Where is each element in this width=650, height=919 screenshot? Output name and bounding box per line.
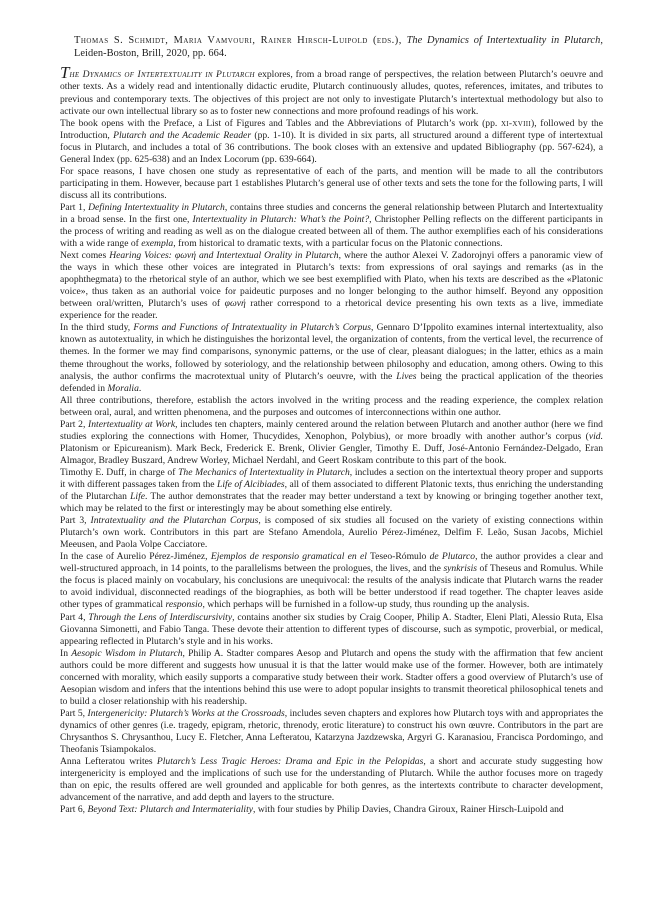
paragraph-part-2: Part 2, Intertextuality at Work, includes ten chapters, mainly centered around the relation between Plutarch and another author (here we find studies exploring the connections with Homer, Thucydides, Xenophon, Polybius), or more broadly with another author’s corpus (vid. Platonism or Epicureanism). Mark Beck, Frederick E. Brenk, Olivier Gengler, Timothy E. Duff, José-Antonio Fernández-Delgado, Eran Almagor, Bradley Buszard, Andrew Worley, Michael Nerdahl, and Geert Roskam contribute to this part of the book.	[60, 418, 603, 466]
paragraph-zadorojnyi: Next comes Hearing Voices: φωνή and Intertextual Orality in Plutarch, where the author Alexei V. Zadorojnyi offers a panoramic view of the ways in which these other voices are integrated in Plutarch’s texts: from expressions of oral sayings and remarks (as in the apophthegmata) to the rhetorical style of an author, which we see best exemplified with Plato, when his texts are described as the «Platonic voice», thus taken as an authorial voice for paideutic purposes and no longer belonging to the author himself. Beyond any opposition between oral/written, Plutarch’s uses of φωνή rather correspond to a rhetorical device presenting his own texts as a live, immediate experience for the reader.	[60, 250, 604, 322]
drop-cap: T	[60, 63, 70, 83]
intro-title: he Dynamics of Intertextuality in Plutarch	[69, 69, 255, 81]
review-body	[60, 63, 604, 816]
paragraph-part-1: Part 1, Defining Intertextuality in Plutarch, contains three studies and concerns the general relationship between Plutarch and Intertextuality in a broad sense. In the first one, Intertextuality in Plutarch: What’s the Point?, Christopher Pelling reflects on the different participants in the process of writing and reading as well as on the dialogue created between all of them. The author exemplifies each of his considerations with a wide range of exempla, from historical to dramatic texts, with a particular focus on the Platonic connections.	[60, 201, 604, 250]
publication-info: , Leiden-Boston, Brill, 2020, pp. 664.	[74, 35, 603, 60]
paragraph-structure: The book opens with the Preface, a List of Figures and Tables and the Abbreviations of Plutarch’s work (pp. xi-xviii), followed by the Introduction, Plutarch and the Academic Reader (pp. 1-10). It is divided in six parts, all structured around a different type of intertextual focus in Plutarch, and includes a total of 36 contributions. The book closes with an extensive and updated Bibliography (pp. 567-624), a General Index (pp. 625-638) and an Index Locorum (pp. 639-664).	[60, 117, 603, 165]
paragraph-part-6: Part 6, Beyond Text: Plutarch and Intermateriality, with four studies by Philip Davies, Chandra Giroux, Rainer Hirsch-Luipold and	[60, 804, 564, 816]
paragraph-part-3: Part 3, Intratextuality and the Plutarchan Corpus, is composed of six studies all focused on the variety of existing connections within Plutarch’s own work. Contributors in this part are Stefano Amendola, Aurelio Pérez-Jiménez, Delfim F. Leão, Susan Jacobs, Michiel Meeusen, and Paola Volpe Cacciatore.	[60, 515, 603, 551]
book-citation	[74, 34, 603, 60]
paragraph-dippolito: In the third study, Forms and Functions of Intratextuality in Plutarch’s Corpus, Gennaro D’Ippolito examines internal intertextuality, also known as autotextuality, in which he distinguishes the horizontal level, the organization of contents, from the vertical level, the recurrence of themes. In the former we may find comparisons, synonymic patterns, or the use of clear, pleasant dialogues; in the latter, ethics as a main theme throughout the works, followed by soteriology, and the relationship between philosophy and education, among others. Owing to this analysis, the author confirms the macrotextual unity of Plutarch’s oeuvre, with the Lives being the practical application of the theories defended in Moralia.	[60, 322, 603, 394]
paragraph-stadter: In Aesopic Wisdom in Plutarch, Philip A. Stadter compares Aesop and Plutarch and opens the study with the affirmation that few ancient authors could be more different and suggests how unusual it is that the latter would make use of the former. However, both are intimately concerned with morality, which easily supports a comparative study between their work. Stadter offers a good overview of Plutarch’s use of Aesopian wisdom and infers that the intentions behind this use were to adopt popular insights to transmit theoretical philosophical tenets and to build a closer relationship with his readership.	[60, 647, 603, 707]
editors: Thomas S. Schmidt, Maria Vamvouri, Rainer Hirsch-Luipold (eds.),	[74, 35, 402, 46]
book-title: The Dynamics of Intertextuality in Plutarch	[406, 35, 601, 46]
paragraph-lefteratou: Anna Lefteratou writes Plutarch’s Less Tragic Heroes: Drama and Epic in the Pelopidas, a short and accurate study suggesting how intergenericity is employed and the implications of such use for the understanding of Plutarch. While the author focuses more on tragedy than on epic, the results offered are well grounded and applicable for both genres, as the intertexts contribute to character development, advancement of the narrative, and add depth and layers to the structure.	[60, 756, 603, 804]
paragraph-part-5: Part 5, Intergenericity: Plutarch’s Works at the Crossroads, includes seven chapters and explores how Plutarch toys with and appropriates the dynamics of other genres (i.e. tragedy, epigram, rhetoric, threnody, erotic literature) to construct his own œuvre. Contributors in the part are Chrysanthos S. Chrysanthou, Lucy E. Fletcher, Anna Lefteratou, Katarzyna Jazdzewska, Argyri G. Karanasiou, Francisca Pordomingo, and Theofanis Tsiampokalos.	[60, 707, 603, 756]
paragraph-part-4: Part 4, Through the Lens of Interdiscursivity, contains another six studies by Craig Cooper, Philip A. Stadter, Eleni Plati, Alessio Ruta, Elsa Giovanna Simonetti, and Fabio Tanga. These devote their attention to different types of discourse, such as sympotic, proverbial, or medical, appearing reflected in Plutarch’s style and in his works.	[60, 611, 603, 647]
paragraph-perez-jimenez: In the case of Aurelio Pérez-Jiménez, Ejemplos de responsio gramatical en el Teseo-Rómulo de Plutarco, the author provides a clear and well-structured approach, in 14 points, to the parallelisms between the prologues, the lives, and the synkrisis of Theseus and Romulus. While the focus is placed mainly on vocabulary, his conclusions are unequivocal: the results of the analysis indicate that Plutarch warns the reader to avoid individual, disconnected readings of the biographies, as both will be better understood if read together. The chapter leaves aside other types of grammatical responsio, which perhaps will be furnished in a follow-up study, thus rounding up the analysis.	[60, 551, 604, 611]
paragraph-intro: The Dynamics of Intertextuality in Plutarch explores, from a broad range of perspectives, the relation between Plutarch’s oeuvre and other texts. As a widely read and intentionally didactic erudite, Plutarch continuously alludes, quotes, references, imitates, and tributes to previous and contemporary texts. The objectives of this project are not only to investigate Plutarch’s intertextual methodology but also to activate our own intellectual library so as to foster new connections and more profound readings of his work.	[60, 63, 604, 117]
paragraph-scope: For space reasons, I have chosen one study as representative of each of the parts, and mention will be made to all the contributors participating in them. However, because part 1 establishes Plutarch’s general use of other texts and sets the tone for the following parts, I will discuss all its contributions.	[60, 165, 603, 201]
paragraph-duff: Timothy E. Duff, in charge of The Mechanics of Intertextuality in Plutarch, includes a section on the intertextual theory proper and supports it with different passages taken from the Life of Alcibiades, all of them associated to different Platonic texts, thus enriching the understanding of the Plutarchan Life. The author demonstrates that the reader may better understand a text by knowing or bringing together another text, which may be related to the first or interestingly may be about something else entirely.	[60, 466, 603, 515]
paragraph-summary-part-1: All three contributions, therefore, establish the actors involved in the writing process and the reading experience, the complex relation between oral, aural, and written phenomena, and the purposes and outcomes of interconnections within one author.	[60, 394, 603, 418]
